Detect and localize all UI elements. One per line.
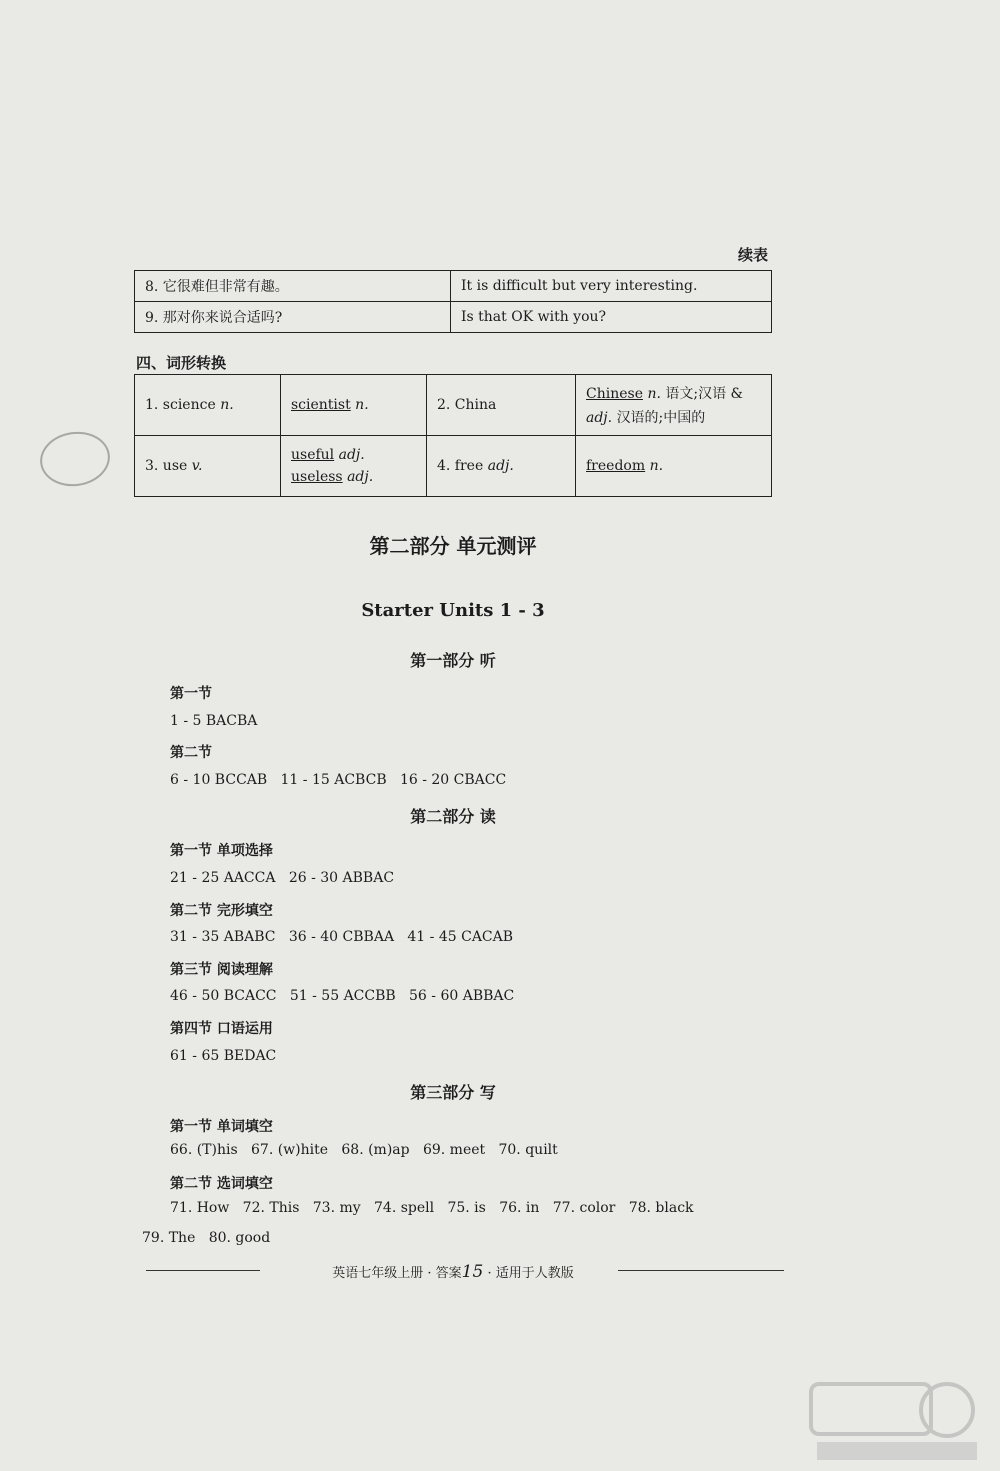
page-number: 15 bbox=[461, 1262, 484, 1282]
answer-line: 21 - 25 AACCA 26 - 30 ABBAC bbox=[170, 870, 395, 886]
meaning: 汉语的;中国的 bbox=[616, 410, 706, 426]
word: 3. use bbox=[145, 458, 188, 474]
unit-title: Starter Units 1 - 3 bbox=[361, 600, 545, 621]
table-cell-zh: 9. 那对你来说合适吗? bbox=[135, 302, 451, 333]
word: 4. free bbox=[437, 458, 484, 474]
table-cell bbox=[281, 436, 427, 497]
table-cell-en: Is that OK with you? bbox=[451, 302, 772, 333]
word: useful bbox=[291, 447, 335, 463]
footer-edition: · 适用于人教版 bbox=[483, 1266, 574, 1281]
answer-line: 31 - 35 ABABC 36 - 40 CBBAA 41 - 45 CACAB bbox=[170, 929, 514, 945]
subsection-title: 第一节 单词填空 bbox=[170, 1119, 273, 1135]
word: freedom bbox=[586, 458, 646, 474]
table-row bbox=[135, 271, 772, 302]
watermark-logo bbox=[807, 1380, 982, 1465]
subsection-title: 第四节 口语运用 bbox=[170, 1021, 273, 1037]
word: 1. science bbox=[145, 397, 216, 413]
part-of-speech: adj. bbox=[487, 458, 514, 474]
table-cell bbox=[576, 436, 772, 497]
continued-label: 续表 bbox=[738, 246, 769, 264]
part-of-speech: adj. bbox=[347, 469, 374, 485]
subsection-title: 第二节 选词填空 bbox=[170, 1176, 273, 1192]
subsection-title: 第二节 完形填空 bbox=[170, 903, 273, 919]
answer-line: 1 - 5 BACBA bbox=[170, 713, 258, 729]
part-of-speech: n. bbox=[220, 397, 234, 413]
table-cell bbox=[427, 436, 576, 497]
page-footer bbox=[0, 1262, 906, 1282]
section-title-word-forms: 四、词形转换 bbox=[136, 354, 227, 372]
listen-title: 第一部分 听 bbox=[410, 651, 496, 670]
part-of-speech: n. bbox=[355, 397, 369, 413]
table-cell: 2. China bbox=[427, 375, 576, 436]
ink-stamp bbox=[37, 427, 114, 490]
table-cell-en: It is difficult but very interesting. bbox=[451, 271, 772, 302]
answer-line: 71. How 72. This 73. my 74. spell 75. is 76. in 77. color 78. black bbox=[170, 1200, 694, 1216]
answer-line: 6 - 10 BCCAB 11 - 15 ACBCB 16 - 20 CBACC bbox=[170, 772, 507, 788]
word: Chinese bbox=[586, 386, 643, 402]
meaning: 语文;汉语 & bbox=[665, 386, 743, 402]
part-of-speech: adj. bbox=[586, 410, 613, 426]
subsection-title: 第一节 bbox=[170, 686, 212, 702]
table-row bbox=[135, 436, 772, 497]
table-cell bbox=[135, 436, 281, 497]
part-of-speech: v. bbox=[191, 458, 203, 474]
subsection-title: 第二节 bbox=[170, 745, 212, 761]
footer-book-title: 英语七年级上册 · 答案 bbox=[332, 1266, 462, 1281]
word: useless bbox=[291, 469, 343, 485]
table-cell-zh: 8. 它很难但非常有趣。 bbox=[135, 271, 451, 302]
answer-line: 61 - 65 BEDAC bbox=[170, 1048, 277, 1064]
table-cell bbox=[281, 375, 427, 436]
subsection-title: 第三节 阅读理解 bbox=[170, 962, 273, 978]
answer-line: 79. The 80. good bbox=[142, 1230, 271, 1246]
answer-line: 46 - 50 BCACC 51 - 55 ACCBB 56 - 60 ABBAC bbox=[170, 988, 515, 1004]
word-forms-table bbox=[134, 374, 772, 497]
table-row bbox=[135, 375, 772, 436]
table-cell bbox=[576, 375, 772, 436]
word: scientist bbox=[291, 397, 351, 413]
subsection-title: 第一节 单项选择 bbox=[170, 843, 273, 859]
read-title: 第二部分 读 bbox=[410, 807, 496, 826]
table-row bbox=[135, 302, 772, 333]
translation-table bbox=[134, 270, 772, 333]
part-title: 第二部分 单元测评 bbox=[369, 534, 537, 558]
part-of-speech: n. bbox=[649, 458, 664, 474]
part-of-speech: adj. bbox=[338, 447, 365, 463]
answer-line: 66. (T)his 67. (w)hite 68. (m)ap 69. meet 70. quilt bbox=[170, 1142, 558, 1158]
part-of-speech: n. bbox=[647, 386, 661, 402]
write-title: 第三部分 写 bbox=[410, 1083, 496, 1102]
table-cell bbox=[135, 375, 281, 436]
